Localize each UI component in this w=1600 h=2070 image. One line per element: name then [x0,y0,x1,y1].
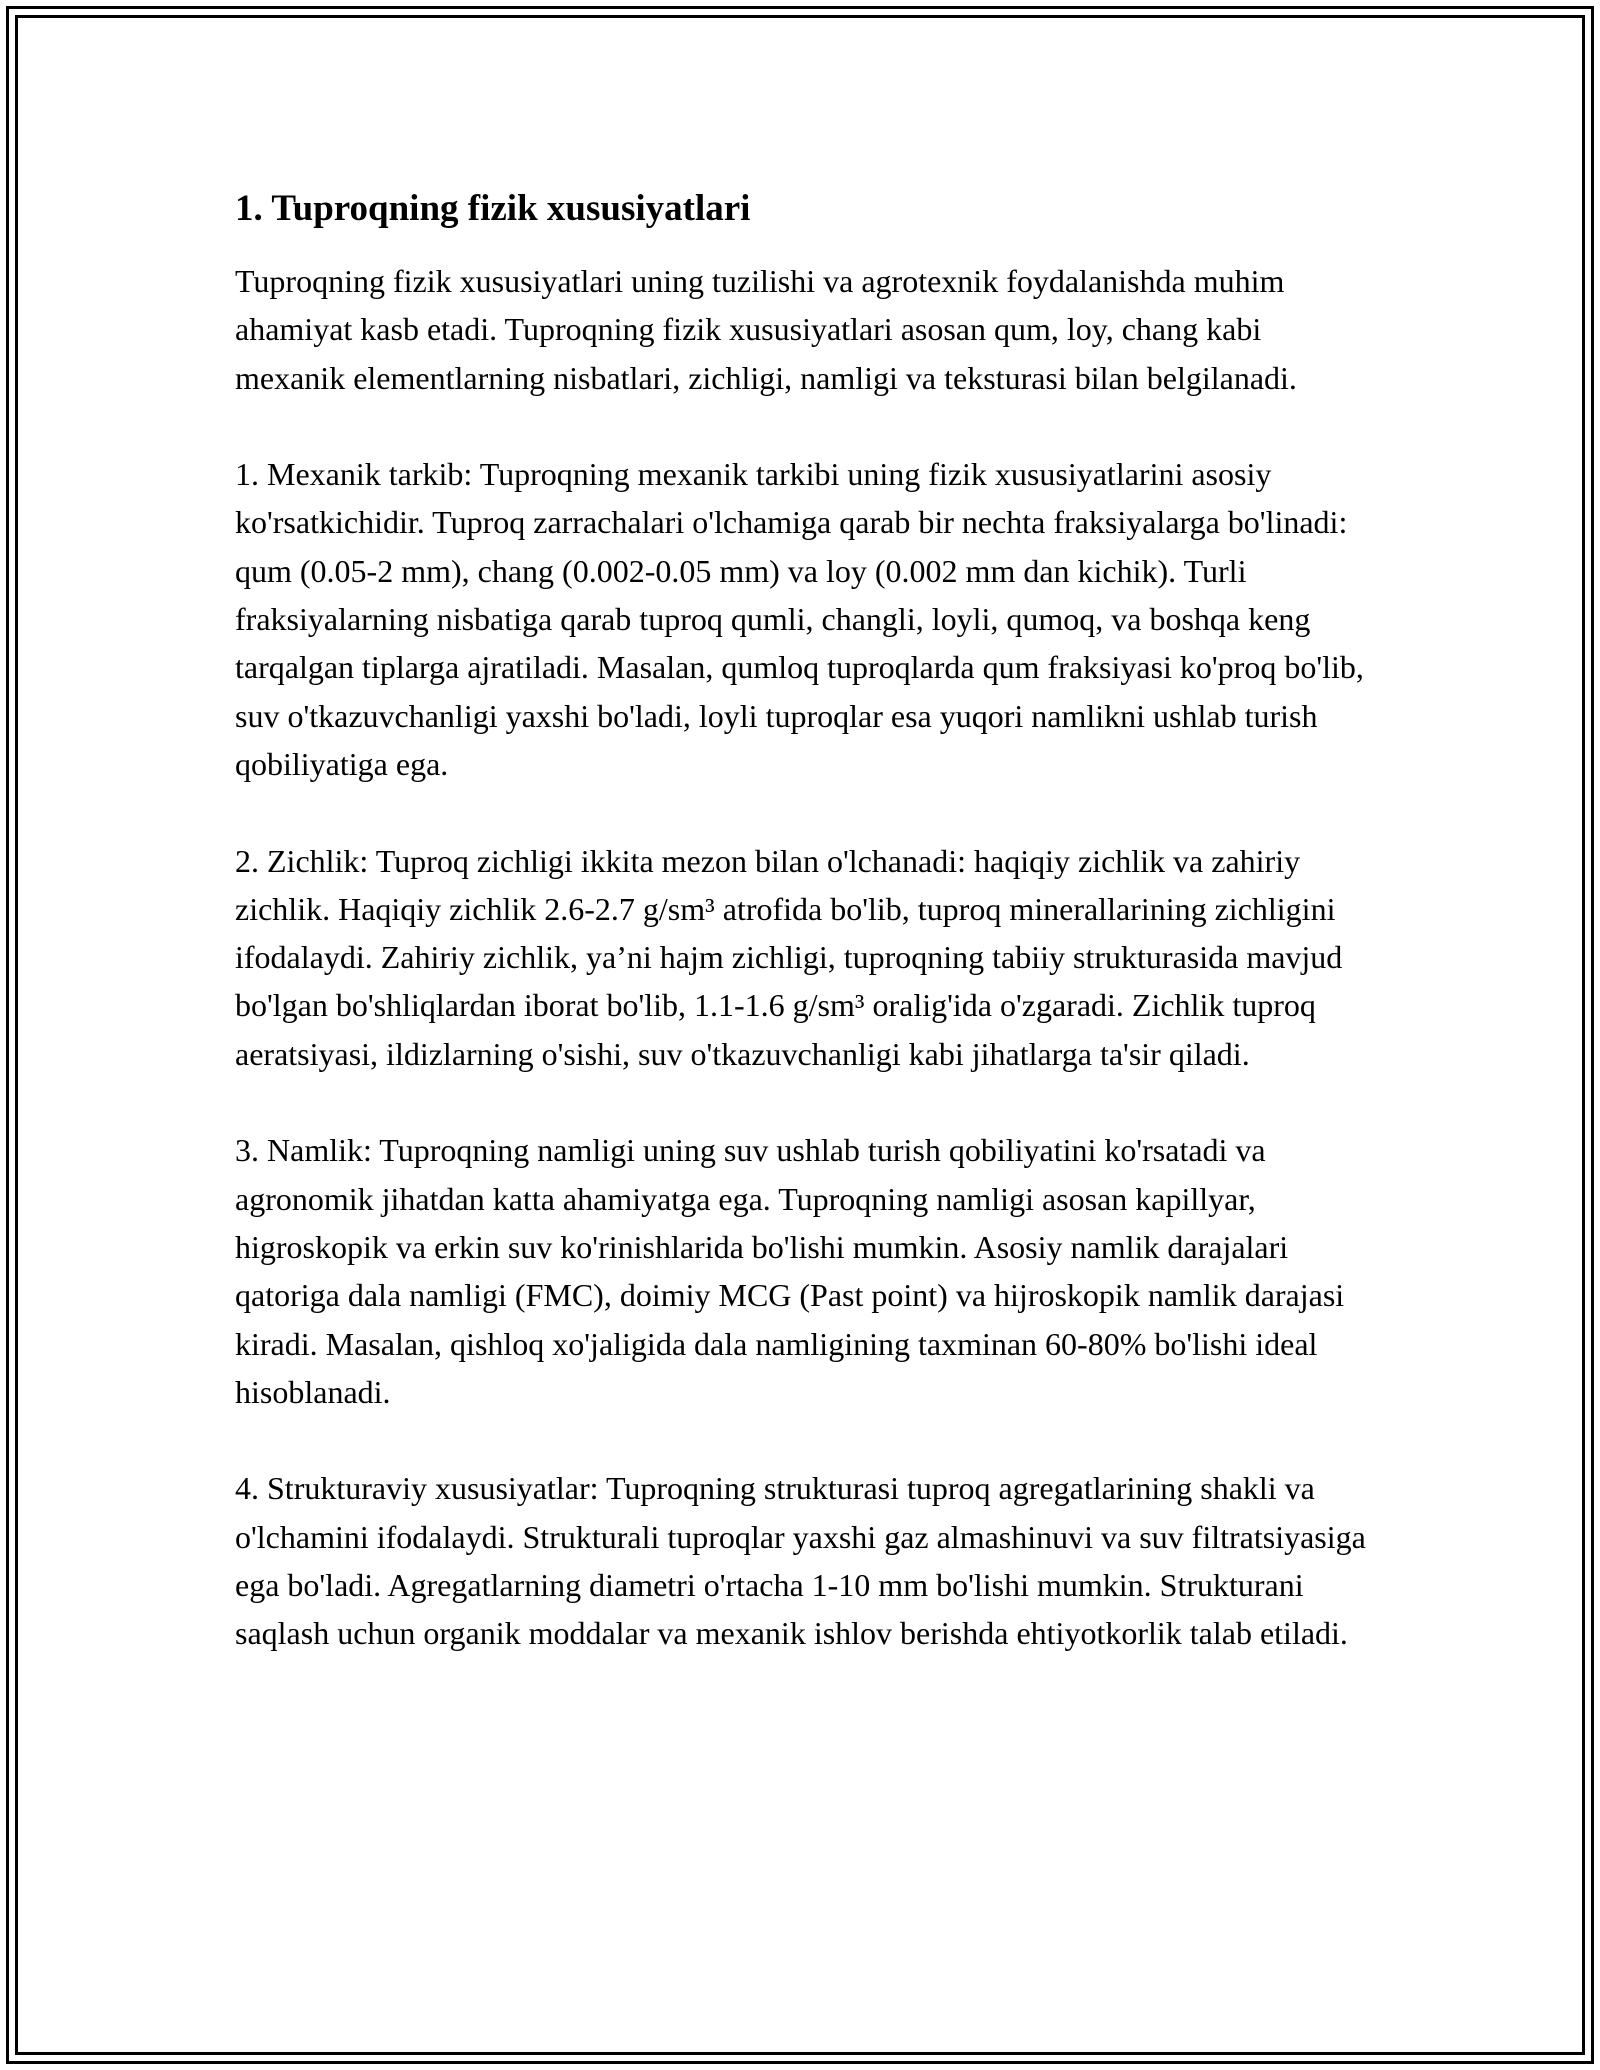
paragraph-mechanical-composition: 1. Mexanik tarkib: Tuproqning mexanik tarkibi uning fizik xususiyatlarini asosiy ko'rsatkichidir. Tuproq zarrachalari o'lchamiga qarab bir nechta fraksiyalarga bo'linadi: qum (0.05-2 mm), chang (0.002-0.05 mm) va loy (0.002 mm dan kichik). Turli fraksiyalarning nisbatiga qarab tuproq qumli, changli, loyli, qumoq, va boshqa keng tarqalgan tiplarga ajratiladi. Masalan, qumloq tuproqlarda qum fraksiyasi ko'proq bo'lib, suv o'tkazuvchanligi yaxshi bo'ladi, loyli tuproqlar esa yuqori namlikni ushlab turish qobiliyatiga ega. [235,456,1364,782]
paragraph-moisture: 3. Namlik: Tuproqning namligi uning suv ushlab turish qobiliyatini ko'rsatadi va agronomik jihatdan katta ahamiyatga ega. Tuproqning namligi asosan kapillyar, higroskopik va erkin suv ko'rinishlarida bo'lishi mumkin. Asosiy namlik darajalari qatoriga dala namligi (FMC), doimiy MCG (Past point) va hijroskopik namlik darajasi kiradi. Masalan, qishloq xo'jaligida dala namligining taxminan 60-80% bo'lishi ideal hisoblanadi. [235,1132,1345,1410]
intro-paragraph: Tuproqning fizik xususiyatlari uning tuzilishi va agrotexnik foydalanishda muhim ahamiyat kasb etadi. Tuproqning fizik xususiyatlari asosan qum, loy, chang kabi mexanik elementlarning nisbatlari, zichligi, namligi va teksturasi bilan belgilanadi. [235,263,1297,396]
paragraph-density: 2. Zichlik: Tuproq zichligi ikkita mezon bilan o'lchanadi: haqiqiy zichlik va zahiriy zichlik. Haqiqiy zichlik 2.6-2.7 g/sm³ atrofida bo'lib, tuproq minerallarining zichligini ifodalaydi. Zahiriy zichlik, ya’ni hajm zichligi, tuproqning tabiiy strukturasida mavjud bo'lgan bo'shliqlardan iborat bo'lib, 1.1-1.6 g/sm³ oralig'ida o'zgaradi. Zichlik tuproq aeratsiyasi, ildizlarning o'sishi, suv o'tkazuvchanligi kabi jihatlarga ta'sir qiladi. [235,842,1343,1072]
paragraph-structural-properties: 4. Strukturaviy xususiyatlar: Tuproqning strukturasi tuproq agregatlarining shakli va o'lchamini ifodalaydi. Strukturali tuproqlar yaxshi gaz almashinuvi va suv filtratsiyasiga ega bo'ladi. Agregatlarning diametri o'rtacha 1-10 mm bo'lishi mumkin. Strukturani saqlash uchun organik moddalar va mexanik ishlov berishda ehtiyotkorlik talab etiladi. [235,1470,1366,1652]
document-body [235,185,1375,1706]
section-title: 1. Tuproqning fizik xususiyatlari [235,188,751,229]
